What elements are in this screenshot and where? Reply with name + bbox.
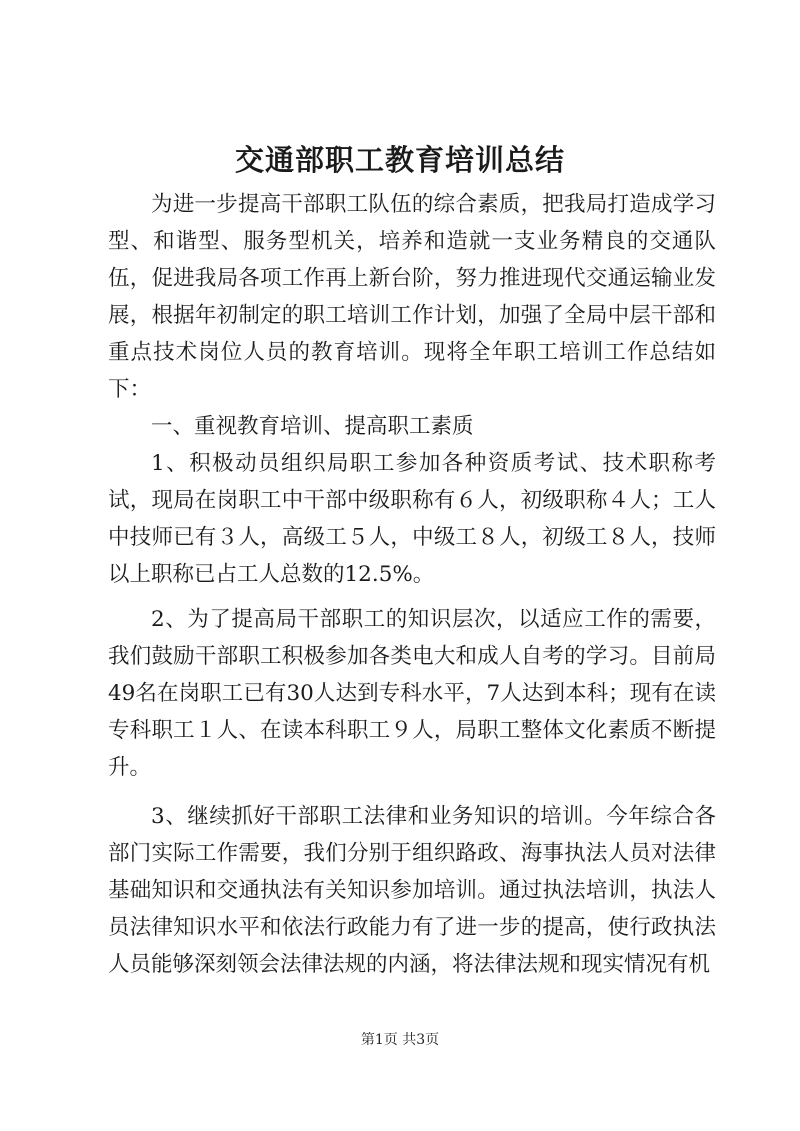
page-number-footer: 第1页 共3页 xyxy=(360,1032,440,1048)
body-paragraph: 3、继续抓好干部职工法律和业务知识的培训。今年综合各部门实际工作需要，我们分别于组织路政、海事执法人员对法律基础知识和交通执法有关知识参加培训。通过执法培训，执法人员法律知识水平和依法行政能力有了进一步的提高，使行政执法人员能够深刻领会法律法规的内涵，将法律法规和现实情况有机 xyxy=(108,804,716,977)
intro-paragraph: 为进一步提高干部职工队伍的综合素质，把我局打造成学习型、和谐型、服务型机关，培养和造就一支业务精良的交通队伍，促进我局各项工作再上新台阶，努力推进现代交通运输业发展，根据年初制定的职工培训工作计划，加强了全局中层干部和重点技术岗位人员的教育培训。现将全年职工培训工作总结如下： xyxy=(108,192,716,402)
body-paragraph: 2、为了提高局干部职工的知识层次，以适应工作的需要，我们鼓励干部职工积极参加各类电大和成人自考的学习。目前局49名在岗职工已有30人达到专科水平，7人达到本科；现有在读专科职工１人、在读本科职工９人，局职工整体文化素质不断提升。 xyxy=(108,607,716,780)
section-heading: 一、重视教育培训、提高职工素质 xyxy=(151,414,474,439)
page-title: 交通部职工教育培训总结 xyxy=(234,143,565,177)
body-paragraph: 1、积极动员组织局职工参加各种资质考试、技术职称考试，现局在岗职工中干部中级职称有６人，初级职称４人；工人中技师已有３人，高级工５人，中级工８人，初级工８人，技师以上职称已占工人总数的12.5%。 xyxy=(108,451,716,587)
document-body xyxy=(108,186,716,983)
